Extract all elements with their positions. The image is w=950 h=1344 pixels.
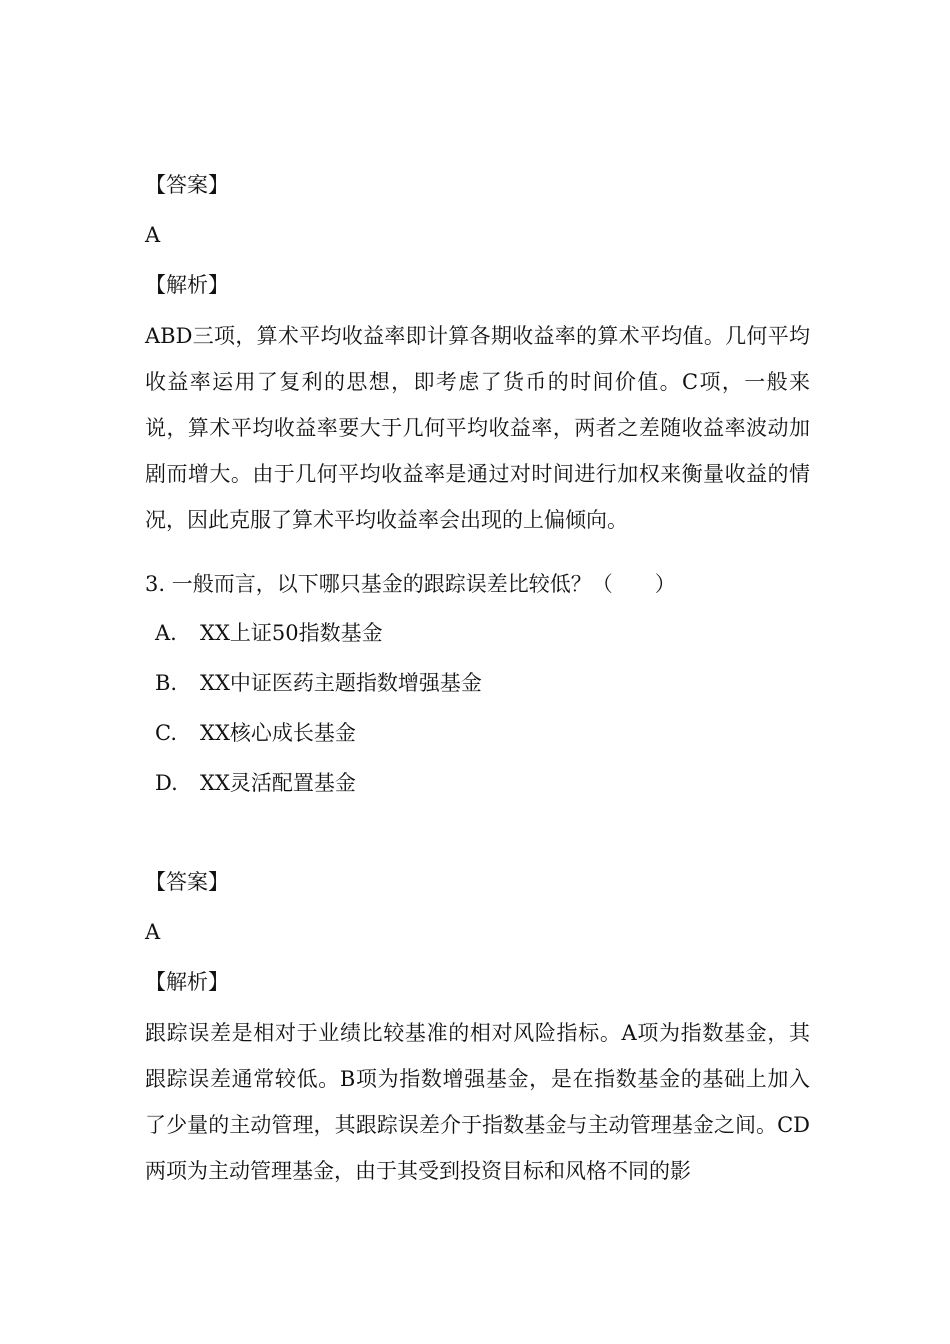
analysis-text: ABD三项，算术平均收益率即计算各期收益率的算术平均值。几何平均收益率运用了复利的思想，即考虑了货币的时间价值。C项，一般来说，算术平均收益率要大于几何平均收益率，两者之差随收益率波动加剧而增大。由于几何平均收益率是通过对时间进行加权来衡量收益的情况，因此克服了算术平均收益率会出现的上偏倾向。 [145,324,810,532]
analysis-heading: 【解析】 [145,970,229,994]
option-letter: D. [155,771,178,795]
analysis-text: 跟踪误差是相对于业绩比较基准的相对风险指标。A项为指数基金，其跟踪误差通常较低。B项为指数增强基金，是在指数基金的基础上加入了少量的主动管理，其跟踪误差介于指数基金与主动管理基金之间。CD两项为主动管理基金，由于其受到投资目标和风格不同的影 [145,1021,810,1183]
option-text: XX中证医药主题指数增强基金 [200,671,482,695]
option-letter: A. [155,621,177,645]
answer-heading: 【答案】 [145,173,229,197]
option-letter: C. [155,721,177,745]
option-text: XX灵活配置基金 [200,771,356,795]
answer-value: A [145,920,161,944]
question-text: 3. 一般而言，以下哪只基金的跟踪误差比较低？（ ） [145,572,676,596]
option-text: XX上证50指数基金 [200,621,383,645]
option-letter: B. [155,671,178,695]
answer-heading: 【答案】 [145,870,229,894]
answer-value: A [145,223,161,247]
option-text: XX核心成长基金 [200,721,356,745]
analysis-heading: 【解析】 [145,273,229,297]
